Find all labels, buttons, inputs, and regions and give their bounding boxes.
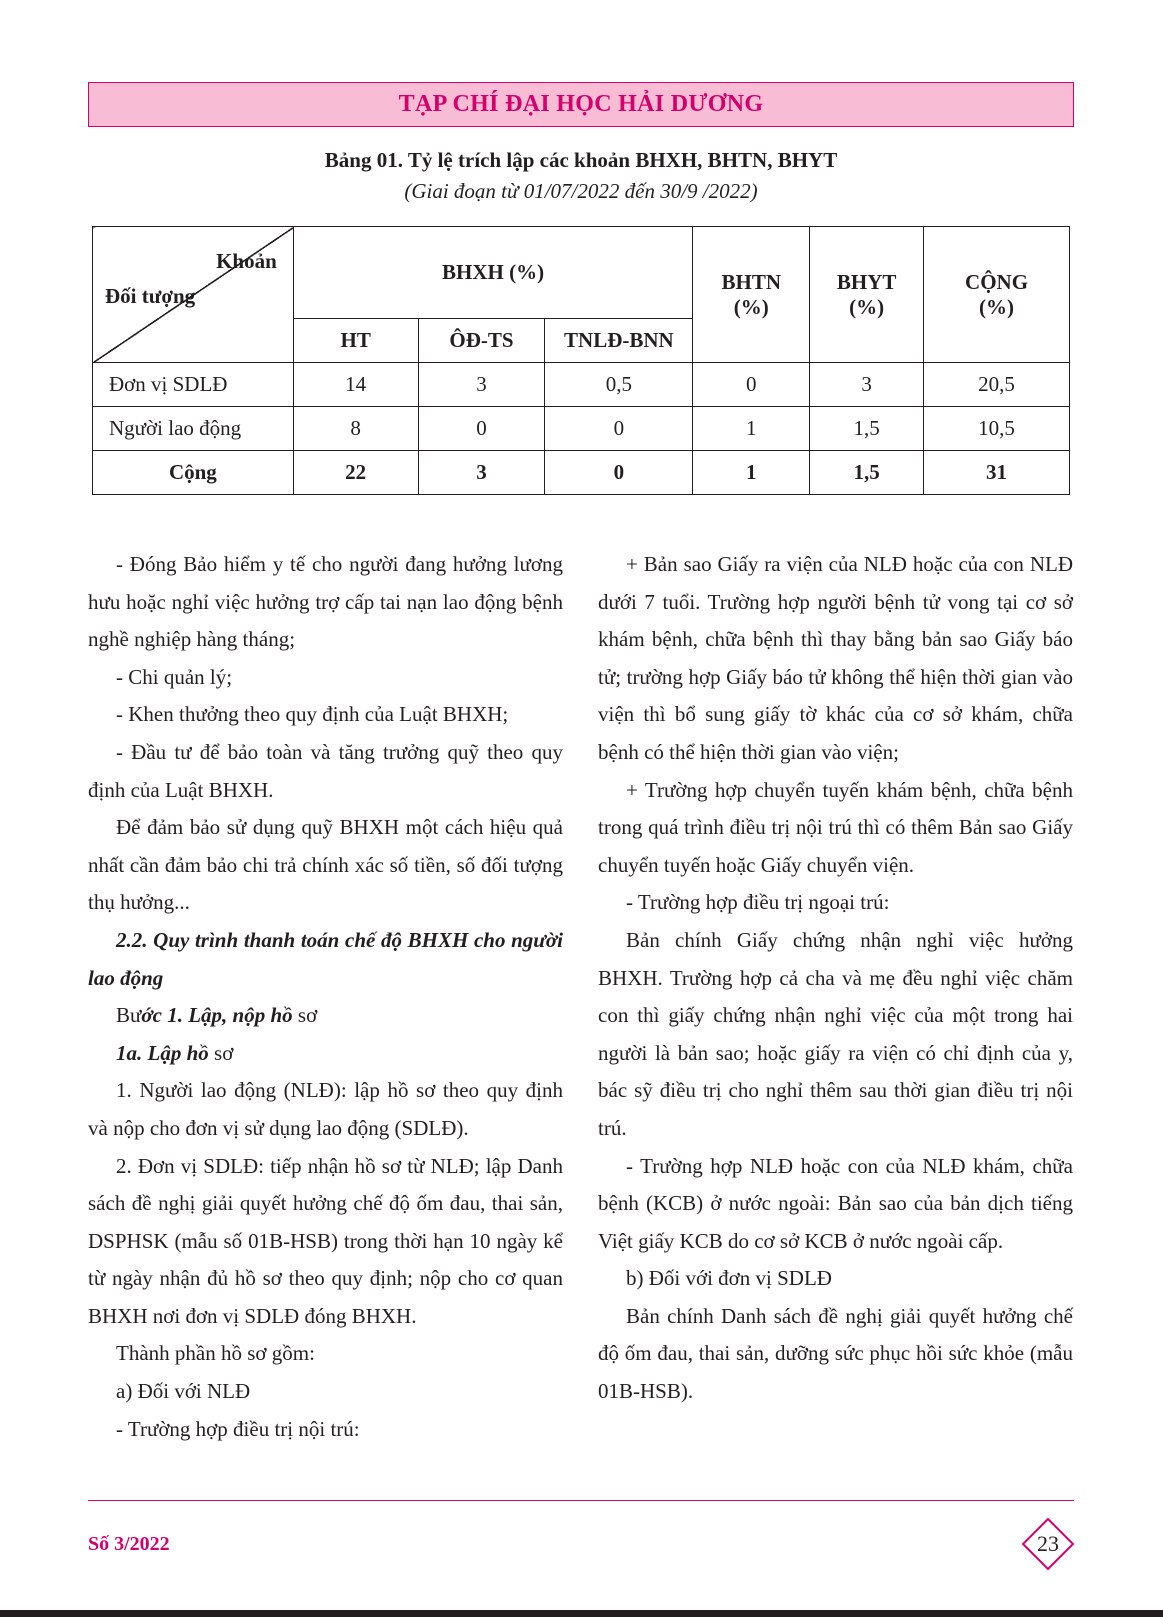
left-text-column [88,546,563,1448]
step-suffix: sơ [292,1003,318,1028]
cell: 0 [418,407,545,451]
page-number-badge [1022,1518,1074,1570]
table-total-row [93,451,1070,495]
header-bhxh: BHXH (%) [293,227,693,319]
step-title: ớc 1. Lập, nộp hồ [141,1003,293,1028]
cell: 0,5 [545,363,693,407]
paragraph: a) Đối với NLĐ [116,1379,251,1404]
cell: 3 [418,363,545,407]
table-title: Bảng 01. Tỷ lệ trích lập các khoản BHXH, BHTN, BHYT [324,148,838,172]
row-label: Người lao động [93,407,294,451]
header-cong: CỘNG (%) [924,227,1070,363]
paragraph: - Trường hợp điều trị nội trú: [116,1416,360,1441]
cell: 0 [545,407,693,451]
cell: 1 [693,451,810,495]
bottom-edge-bar [0,1610,1163,1617]
cell: 31 [924,451,1070,495]
cell: 1 [693,407,810,451]
sub-suffix: sơ [208,1040,234,1065]
header-bhtn: BHTN (%) [693,227,810,363]
sub-title: 1a. Lập hồ [116,1040,209,1065]
paragraph: + Trường hợp chuyển tuyến khám bệnh, chữa bệnh trong quá trình điều trị nội trú thì có thêm Bản sao Giấy chuyển tuyến hoặc Giấy chuyển viện. [598,777,1073,877]
cell: 8 [293,407,418,451]
cell: 3 [810,363,924,407]
paragraph: b) Đối với đơn vị SDLĐ [626,1266,832,1291]
paragraph: - Khen thưởng theo quy định của Luật BHXH; [116,702,509,727]
subheader-ht: HT [293,319,418,363]
subheader-tnld-bnn: TNLĐ-BNN [545,319,693,363]
section-heading: 2.2. Quy trình thanh toán chế độ BHXH cho người lao động [88,927,563,990]
cell: 1,5 [810,451,924,495]
contribution-rate-table [92,226,1070,495]
paragraph: - Đóng Bảo hiểm y tế cho người đang hưởng lương hưu hoặc nghỉ việc hưởng trợ cấp tai nạn lao động bệnh nghề nghiệp hàng tháng; [88,552,563,652]
cell: 0 [545,451,693,495]
footer-divider [88,1500,1074,1501]
paragraph: - Trường hợp điều trị ngoại trú: [626,890,890,915]
subheader-od-ts: ÔĐ-TS [418,319,545,363]
cell: 20,5 [924,363,1070,407]
paragraph: - Chi quản lý; [116,664,233,689]
row-label: Đơn vị SDLĐ [93,363,294,407]
sub-heading [88,1035,563,1073]
cell: 3 [418,451,545,495]
journal-banner [88,82,1074,127]
cell: 22 [293,451,418,495]
paragraph: - Trường hợp NLĐ hoặc con của NLĐ khám, chữa bệnh (KCB) ở nước ngoài: Bản sao của bản dịch tiếng Việt giấy KCB do cơ sở KCB ở nước ngoài cấp. [598,1153,1073,1253]
table-row [93,407,1070,451]
journal-title: TẠP CHÍ ĐẠI HỌC HẢI DƯƠNG [398,91,764,117]
paragraph: Thành phần hồ sơ gồm: [116,1341,315,1366]
paragraph: 1. Người lao động (NLĐ): lập hồ sơ theo quy định và nộp cho đơn vị sử dụng lao động (SDLĐ). [88,1078,563,1140]
corner-label-khoan: Khoản [216,249,277,273]
table-subtitle: (Giai đoạn từ 01/07/2022 đến 30/9 /2022) [404,179,758,203]
step-prefix: Bư [116,1003,142,1028]
paragraph: Bản chính Giấy chứng nhận nghỉ việc hưởng BHXH. Trường hợp cả cha và mẹ đều nghỉ việc chăm con thì giấy chứng nhận nghỉ việc của một trong hai người là bản sao; hoặc giấy ra viện có chỉ định của y, bác sỹ điều trị cho nghỉ thêm sau thời gian điều trị nội trú. [598,927,1073,1140]
corner-label-doi-tuong: Đối tượng [105,284,196,308]
table-row [93,363,1070,407]
row-label: Cộng [93,451,294,495]
cell: 1,5 [810,407,924,451]
paragraph: Để đảm bảo sử dụng quỹ BHXH một cách hiệu quả nhất cần đảm bảo chi trả chính xác số tiền, số đối tượng thụ hưởng... [88,815,563,915]
cell: 10,5 [924,407,1070,451]
header-bhyt: BHYT (%) [810,227,924,363]
step-heading [88,997,563,1035]
paragraph: 2. Đơn vị SDLĐ: tiếp nhận hồ sơ từ NLĐ; lập Danh sách đề nghị giải quyết hưởng chế độ ốm đau, thai sản, DSPHSK (mẫu số 01B-HSB) trong thời hạn 10 ngày kể từ ngày nhận đủ hồ sơ theo quy định; nộp cho cơ quan BHXH nơi đơn vị SDLĐ đóng BHXH. [88,1153,563,1328]
paragraph: - Đầu tư để bảo toàn và tăng trưởng quỹ theo quy định của Luật BHXH. [88,739,563,802]
cell: 0 [693,363,810,407]
page-number: 23 [1037,1531,1059,1556]
right-text-column [598,546,1073,1411]
cell: 14 [293,363,418,407]
paragraph: + Bản sao Giấy ra viện của NLĐ hoặc của con NLĐ dưới 7 tuổi. Trường hợp người bệnh tử vong tại cơ sở khám bệnh, chữa bệnh thì thay bằng bản sao Giấy báo tử; trường hợp Giấy báo tử không thể hiện thời gian vào viện thì bổ sung giấy tờ khác của cơ sở khám, chữa bệnh có thể hiện thời gian vào viện; [598,552,1073,764]
paragraph: Bản chính Danh sách đề nghị giải quyết hưởng chế độ ốm đau, thai sản, dưỡng sức phục hồi sức khỏe (mẫu 01B-HSB). [598,1303,1073,1404]
table-corner-header [93,227,294,363]
issue-number: Số 3/2022 [88,1533,170,1555]
